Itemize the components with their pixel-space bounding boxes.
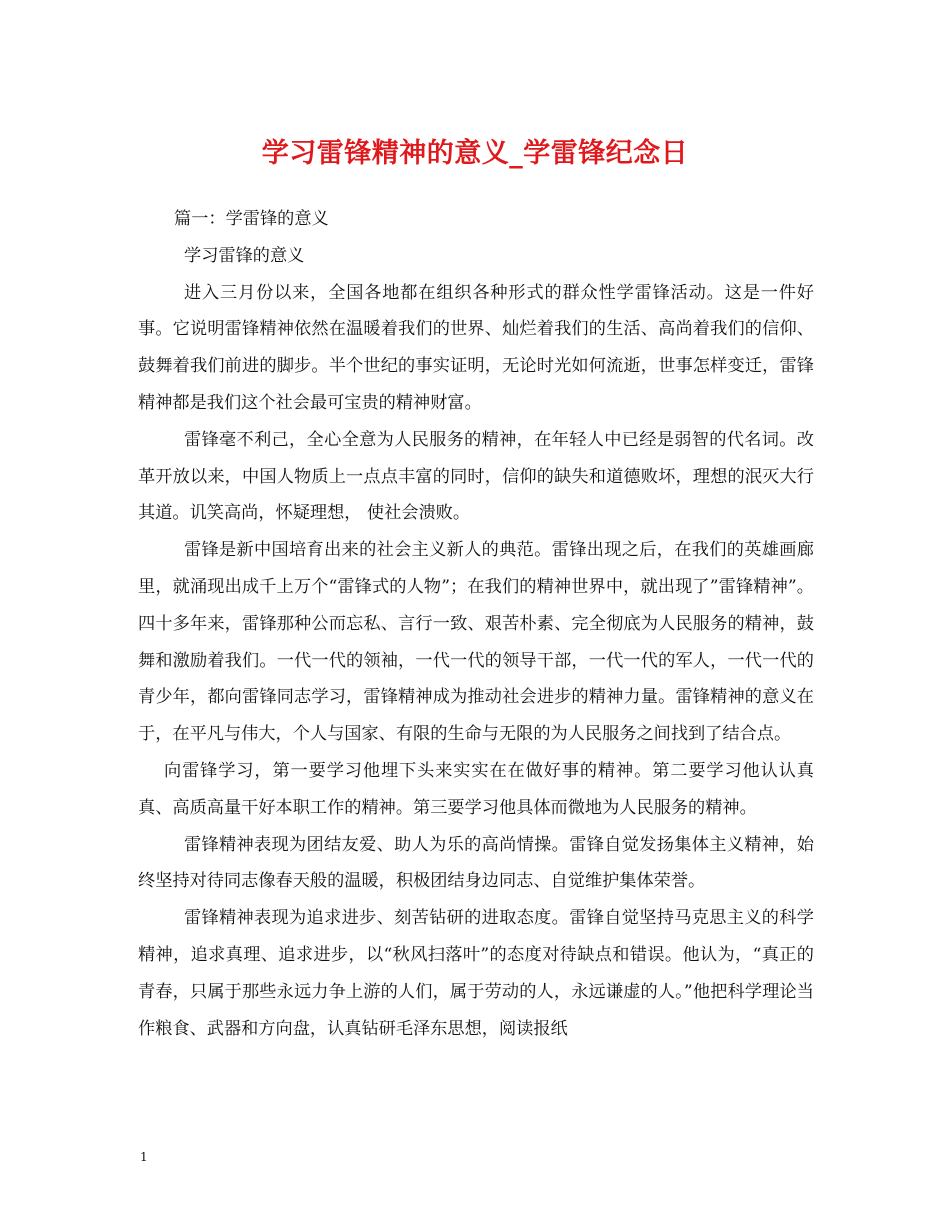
document-body: [138, 201, 814, 1047]
paragraph: 雷锋毫不利己，全心全意为人民服务的精神，在年轻人中已经是弱智的代名词。改革开放以来，中国人物质上一点点丰富的同时，信仰的缺失和道德败坏，理想的泯灭大行其道。讥笑高尚，怀疑理想， 使社会溃败。: [138, 429, 814, 524]
subheading: 学习雷锋的意义: [184, 245, 305, 266]
paragraph: 雷锋是新中国培育出来的社会主义新人的典范。雷锋出现之后，在我们的英雄画廊里，就涌现出成千上万个“雷锋式的人物”；在我们的精神世界中，就出现了”雷锋精神”。四十多年来，雷锋那种公而忘私、言行一致、艰苦朴素、完全彻底为人民服务的精神，鼓舞和激励着我们。一代一代的领袖，一代一代的领导干部，一代一代的军人，一代一代的青少年，都向雷锋同志学习，雷锋精神成为推动社会进步的精神力量。雷锋精神的意义在于，在平凡与伟大，个人与国家、有限的生命与无限的为人民服务之间找到了结合点。: [138, 540, 814, 745]
document-title: 学习雷锋精神的意义_学雷锋纪念日: [261, 138, 689, 169]
section-heading: 篇一：学雷锋的意义: [174, 209, 329, 229]
page-number: 1: [140, 1150, 148, 1164]
paragraph: 向雷锋学习，第一要学习他埋下头来实实在在做好事的精神。第二要学习他认认真真、高质高量干好本职工作的精神。第三要学习他具体而微地为人民服务的精神。: [138, 760, 814, 818]
paragraph: 雷锋精神表现为追求进步、刻苦钻研的进取态度。雷锋自觉坚持马克思主义的科学精神，追求真理、追求进步，以“秋风扫落叶”的态度对待缺点和错误。他认为，“真正的青春，只属于那些永远力争上游的人们，属于劳动的人，永远谦虚的人。”他把科学理论当作粮食、武器和方向盘，认真钻研毛泽东思想，阅读报纸: [138, 908, 814, 1039]
paragraph: 进入三月份以来，全国各地都在组织各种形式的群众性学雷锋活动。这是一件好事。它说明雷锋精神依然在温暖着我们的世界、灿烂着我们的生活、高尚着我们的信仰、鼓舞着我们前进的脚步。半个世纪的事实证明，无论时光如何流逝，世事怎样变迁，雷锋精神都是我们这个社会最可宝贵的精神财富。: [138, 282, 814, 413]
paragraph: 雷锋精神表现为团结友爱、助人为乐的高尚情操。雷锋自觉发扬集体主义精神，始终坚持对待同志像春天般的温暖，积极团结身边同志、自觉维护集体荣誉。: [138, 834, 814, 892]
